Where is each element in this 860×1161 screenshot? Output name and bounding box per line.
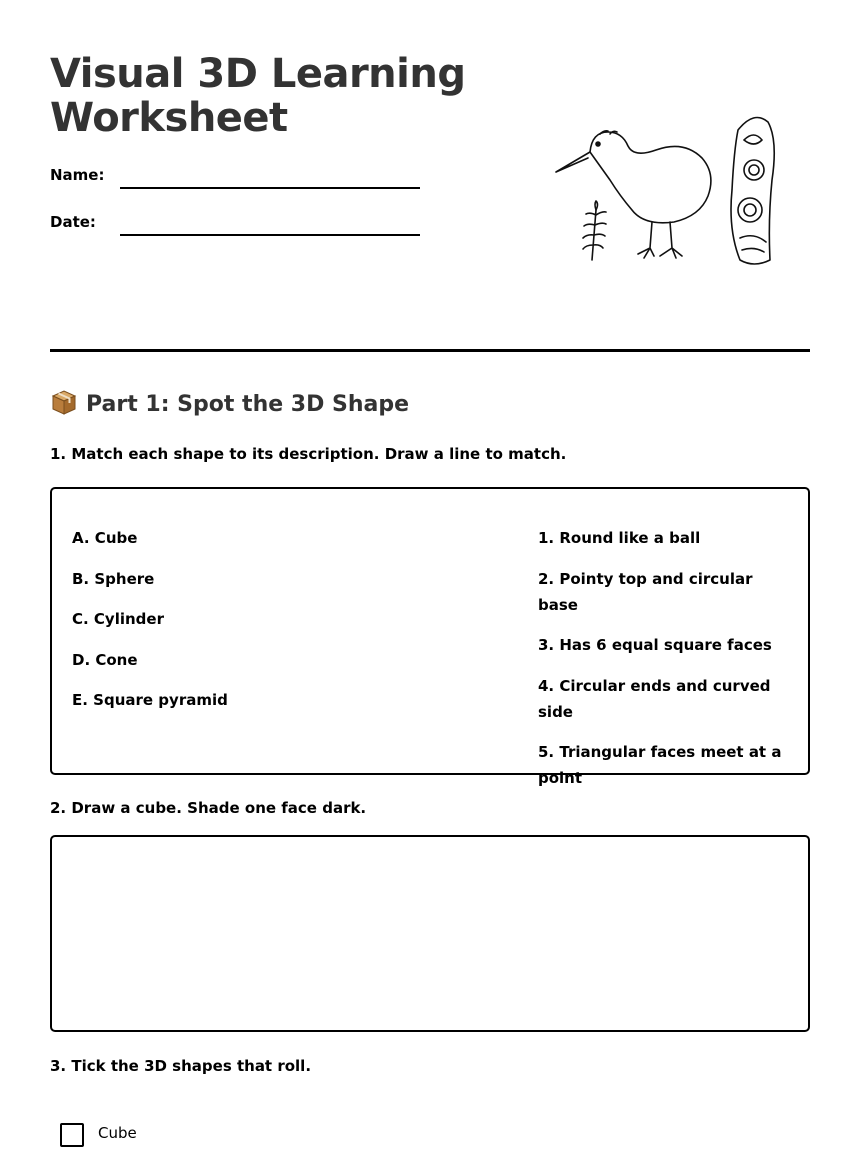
name-field[interactable]: [120, 187, 420, 189]
part1-heading: [50, 388, 409, 417]
title-line-2: Worksheet: [50, 95, 288, 141]
cube-option-label: Cube: [98, 1124, 137, 1142]
question-3: 3. Tick the 3D shapes that roll.: [50, 1057, 312, 1075]
cube-checkbox[interactable]: [60, 1123, 84, 1147]
shape-item: E. Square pyramid: [72, 691, 228, 709]
description-item: 4. Circular ends and curved side: [538, 676, 771, 721]
shape-item: B. Sphere: [72, 569, 155, 588]
part1-title: Part 1: Spot the 3D Shape: [86, 392, 410, 417]
matching-box: [50, 487, 810, 787]
title-line-1: Visual 3D Learning: [50, 51, 466, 97]
date-label: Date:: [50, 213, 96, 231]
page-title: [50, 52, 465, 140]
question-1: 1. Match each shape to its description. Draw a line to match.: [50, 445, 567, 463]
description-item: 1. Round like a ball: [538, 529, 701, 547]
section-divider: [50, 349, 810, 352]
date-field[interactable]: [120, 234, 420, 236]
shape-item: A. Cube: [72, 529, 138, 547]
description-item: 2. Pointy top and circular base: [538, 569, 753, 614]
drawing-area[interactable]: [50, 835, 810, 1032]
shape-item: D. Cone: [72, 650, 138, 669]
name-label: Name:: [50, 166, 105, 184]
shape-list: [72, 525, 228, 728]
package-icon: [50, 388, 78, 416]
description-item: 3. Has 6 equal square faces: [538, 636, 772, 654]
shape-item: C. Cylinder: [72, 610, 164, 628]
description-item: 5. Triangular faces meet at a point: [538, 743, 782, 787]
kiwi-bird-illustration: [548, 110, 788, 270]
question-2: 2. Draw a cube. Shade one face dark.: [50, 799, 367, 817]
description-list: [538, 525, 788, 806]
